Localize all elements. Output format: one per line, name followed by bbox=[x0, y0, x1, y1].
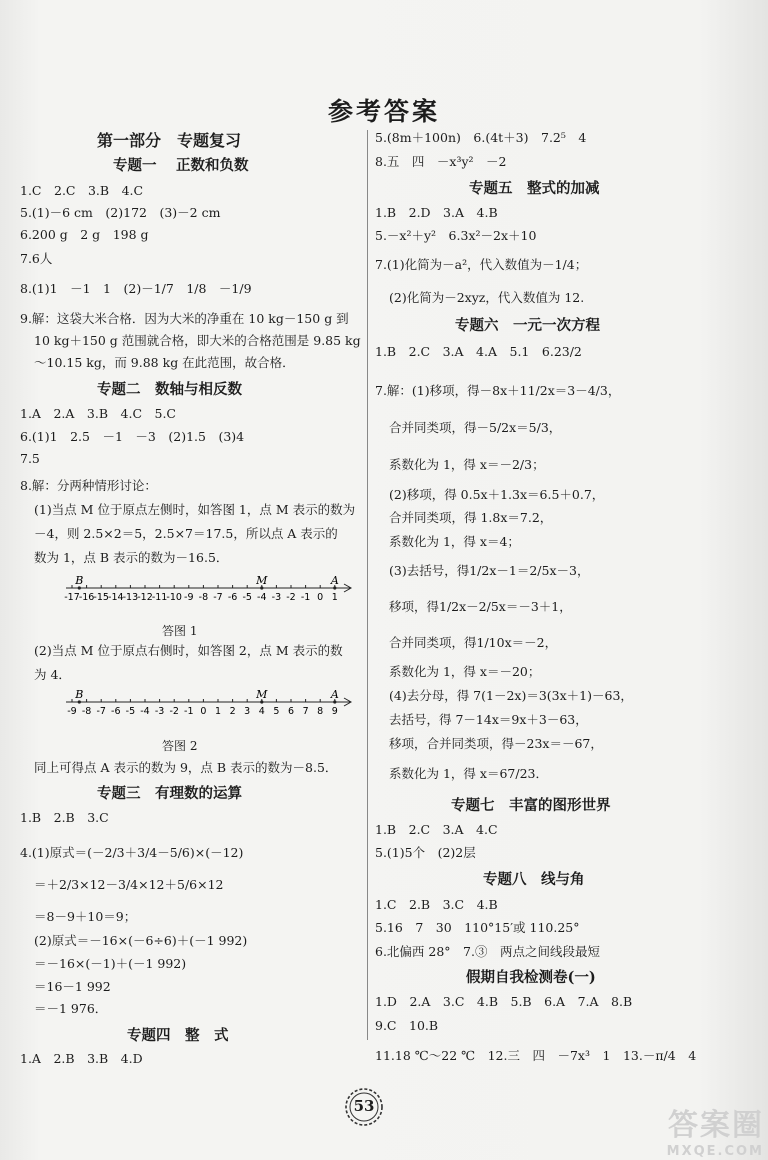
left-column-line: 5.(1)－6 cm (2)172 (3)－2 cm bbox=[20, 205, 221, 220]
left-column-line: 9.解：这袋大米合格．因为大米的净重在 10 kg－150 g 到 bbox=[20, 311, 349, 326]
left-column-line: 答图 1 bbox=[162, 624, 198, 638]
tick-label: -16 bbox=[78, 592, 95, 603]
tick-label: -3 bbox=[271, 592, 282, 603]
right-column-line: 移项，得1/2x－2/5x＝－3＋1， bbox=[389, 599, 572, 614]
tick-label: -3 bbox=[154, 706, 165, 717]
point-label: B bbox=[75, 574, 84, 587]
page-number: 53 bbox=[353, 1097, 375, 1115]
right-column-line: 11.18 ℃～22 ℃ 12.三 四 －7x³ 1 13.－π/4 4 bbox=[375, 1048, 697, 1063]
right-column-line: 8.五 四 －x³y² －2 bbox=[375, 154, 507, 169]
left-column-line: ＝－1 976． bbox=[34, 1001, 108, 1016]
tick-label: 1 bbox=[214, 706, 222, 717]
left-column-line: 6.(1)1 2.5 －1 －3 (2)1.5 (3)4 bbox=[20, 429, 245, 444]
right-column-line: 7.(1)化简为－a²，代入数值为－1/4； bbox=[375, 257, 588, 272]
left-column-line: 8.解：分两种情形讨论： bbox=[20, 478, 157, 493]
tick-label: -13 bbox=[122, 592, 139, 603]
right-column-line: 5.16 7 30 110°15′或 110.25° bbox=[375, 920, 580, 935]
left-column-line: 4.(1)原式＝(－2/3＋3/4－5/6)×(－12) bbox=[20, 845, 244, 860]
left-column-line: ～10.15 kg，而 9.88 kg 在此范围，故合格． bbox=[34, 355, 295, 370]
tick-label: -1 bbox=[184, 706, 194, 717]
left-column-line: 7.5 bbox=[20, 451, 40, 466]
left-column-line: 数为 1，点 B 表示的数为－16.5． bbox=[34, 550, 229, 565]
right-column-line: 系数化为 1，得 x＝4； bbox=[389, 534, 520, 549]
right-column-line: 1.B 2.D 3.A 4.B bbox=[375, 205, 498, 220]
left-column-line: 第一部分 专题复习 bbox=[97, 131, 242, 150]
tick-label: 5 bbox=[273, 706, 280, 717]
right-column-line: 5.－x²＋y² 6.3x²－2x＋10 bbox=[375, 228, 537, 243]
point-label: M bbox=[256, 574, 268, 587]
tick-label: -5 bbox=[125, 706, 136, 717]
left-column-line: 同上可得点 A 表示的数为 9，点 B 表示的数为－8.5． bbox=[34, 760, 338, 775]
left-column-line: ＝16－1 992 bbox=[34, 979, 111, 994]
point-label: A bbox=[330, 688, 339, 701]
number-line-figure-2 bbox=[64, 688, 354, 718]
right-column-line: (4)去分母，得 7(1－2x)＝3(3x＋1)－63， bbox=[389, 688, 633, 703]
point-label: B bbox=[75, 688, 84, 701]
watermark-url: MXQE.COM bbox=[666, 1144, 764, 1159]
right-column-line: 1.B 2.C 3.A 4.C bbox=[375, 822, 498, 837]
tick-label: 0 bbox=[200, 706, 207, 717]
right-column-line: 5.(8m＋100n) 6.(4t＋3) 7.2⁵ 4 bbox=[375, 130, 587, 145]
right-column-line: 系数化为 1，得 x＝－2/3； bbox=[389, 457, 545, 472]
tick-label: 7 bbox=[302, 706, 309, 717]
tick-label: -11 bbox=[151, 592, 168, 603]
tick-label: -6 bbox=[111, 706, 121, 717]
right-column-line: 合并同类项，得－5/2x＝5/3， bbox=[389, 420, 562, 435]
watermark-logo: 答案圈 bbox=[668, 1108, 764, 1143]
number-line-figure-1 bbox=[64, 574, 354, 604]
right-column-line: (2)移项，得 0.5x＋1.3x＝6.5＋0.7， bbox=[389, 487, 605, 502]
point-label: M bbox=[256, 688, 268, 701]
tick-label: 1 bbox=[331, 592, 338, 603]
tick-label: -2 bbox=[286, 592, 296, 603]
page-number-badge bbox=[343, 1086, 385, 1128]
right-column-line: 合并同类项，得1/10x＝－2， bbox=[389, 635, 558, 650]
column-divider bbox=[367, 130, 368, 1040]
right-column-line: 5.(1)5个 (2)2层 bbox=[375, 845, 476, 860]
right-column-line: 移项，合并同类项，得－23x＝－67， bbox=[389, 736, 603, 751]
right-column-line: 9.C 10.B bbox=[375, 1018, 439, 1033]
tick-label: -17 bbox=[64, 592, 80, 603]
right-column-line: 系数化为 1，得 x＝67/23． bbox=[389, 766, 548, 781]
tick-label: 6 bbox=[287, 706, 295, 717]
tick-label: -14 bbox=[108, 592, 124, 603]
tick-label: -8 bbox=[81, 706, 92, 717]
tick-label: -9 bbox=[67, 706, 77, 717]
left-column-line: 专题二 数轴与相反数 bbox=[97, 381, 242, 398]
left-column-line: 6.200 g 2 g 198 g bbox=[20, 227, 149, 242]
right-column-line: 专题七 丰富的图形世界 bbox=[451, 797, 611, 814]
tick-label: -5 bbox=[242, 592, 252, 603]
tick-label: -1 bbox=[300, 592, 311, 603]
left-column-line: 10 kg＋150 g 范围就合格，即大米的合格范围是 9.85 kg bbox=[34, 333, 361, 348]
right-column-line: 1.B 2.C 3.A 4.A 5.1 6.23/2 bbox=[375, 344, 582, 359]
tick-label: -9 bbox=[184, 592, 194, 603]
tick-label: -2 bbox=[169, 706, 179, 717]
right-column-line: 合并同类项，得 1.8x＝7.2， bbox=[389, 510, 553, 525]
right-column-line: (2)化简为－2xyz，代入数值为 12. bbox=[389, 290, 585, 305]
right-column-line: 6.北偏西 28° 7.③ 两点之间线段最短 bbox=[375, 944, 600, 959]
left-column-line: 专题一 正数和负数 bbox=[113, 157, 249, 174]
left-column-line: (1)当点 M 位于原点左侧时，如答图 1，点 M 表示的数为 bbox=[34, 502, 356, 517]
right-column-line: 1.D 2.A 3.C 4.B 5.B 6.A 7.A 8.B bbox=[375, 994, 633, 1009]
page-title: 参考答案 bbox=[327, 97, 440, 126]
right-column-line: 假期自我检测卷(一) bbox=[466, 969, 596, 986]
left-column-line: 1.A 2.A 3.B 4.C 5.C bbox=[20, 406, 176, 421]
left-column-line: 7.6人 bbox=[20, 251, 53, 266]
tick-label: -7 bbox=[96, 706, 106, 717]
tick-label: -6 bbox=[227, 592, 238, 603]
left-column-line: 1.C 2.C 3.B 4.C bbox=[20, 183, 144, 198]
left-column-line: 1.B 2.B 3.C bbox=[20, 810, 109, 825]
tick-label: -15 bbox=[93, 592, 109, 603]
tick-label: -7 bbox=[213, 592, 223, 603]
left-column-line: 1.A 2.B 3.B 4.D bbox=[20, 1051, 143, 1066]
left-column-line: (2)原式＝－16×(－6÷6)＋(－1 992) bbox=[34, 933, 248, 948]
left-column-line: ＝－16×(－1)＋(－1 992) bbox=[34, 956, 187, 971]
tick-label: -4 bbox=[140, 706, 150, 717]
tick-label: -12 bbox=[137, 592, 153, 603]
right-column-line: 1.C 2.B 3.C 4.B bbox=[375, 897, 498, 912]
tick-label: 2 bbox=[229, 706, 236, 717]
tick-label: -8 bbox=[198, 592, 209, 603]
left-column-line: 专题三 有理数的运算 bbox=[97, 785, 242, 802]
right-column-line: 系数化为 1，得 x＝－20； bbox=[389, 664, 541, 679]
left-column-line: 专题四 整 式 bbox=[127, 1027, 229, 1044]
right-column-line: (3)去括号，得1/2x－1＝2/5x－3， bbox=[389, 563, 590, 578]
tick-label: -10 bbox=[166, 592, 182, 603]
left-column-line: ＝＋2/3×12－3/4×12＋5/6×12 bbox=[34, 877, 224, 892]
left-column-line: 答图 2 bbox=[162, 739, 198, 753]
right-column-line: 专题五 整式的加减 bbox=[469, 180, 600, 197]
tick-label: 3 bbox=[244, 706, 251, 717]
tick-label: -4 bbox=[257, 592, 267, 603]
right-column-line: 7.解：(1)移项，得－8x＋11/2x＝3－4/3， bbox=[375, 383, 621, 398]
tick-label: 8 bbox=[317, 706, 324, 717]
left-column-line: 8.(1)1 －1 1 (2)－1/7 1/8 －1/9 bbox=[20, 281, 252, 296]
right-column-line: 去括号，得 7－14x＝9x＋3－63， bbox=[389, 712, 588, 727]
tick-label: 4 bbox=[258, 706, 265, 717]
tick-label: 0 bbox=[317, 592, 324, 603]
left-column-line: (2)当点 M 位于原点右侧时，如答图 2，点 M 表示的数 bbox=[34, 643, 343, 658]
left-column-line: ＝8－9＋10＝9； bbox=[34, 909, 137, 924]
left-column-line: 为 4． bbox=[34, 667, 71, 682]
point-label: A bbox=[330, 574, 339, 587]
left-column-line: －4，则 2.5×2＝5，2.5×7＝17.5，所以点 A 表示的 bbox=[34, 526, 338, 541]
watermark bbox=[667, 1100, 764, 1159]
tick-label: 9 bbox=[331, 706, 338, 717]
right-column-line: 专题六 一元一次方程 bbox=[455, 317, 600, 334]
right-column-line: 专题八 线与角 bbox=[483, 871, 585, 888]
